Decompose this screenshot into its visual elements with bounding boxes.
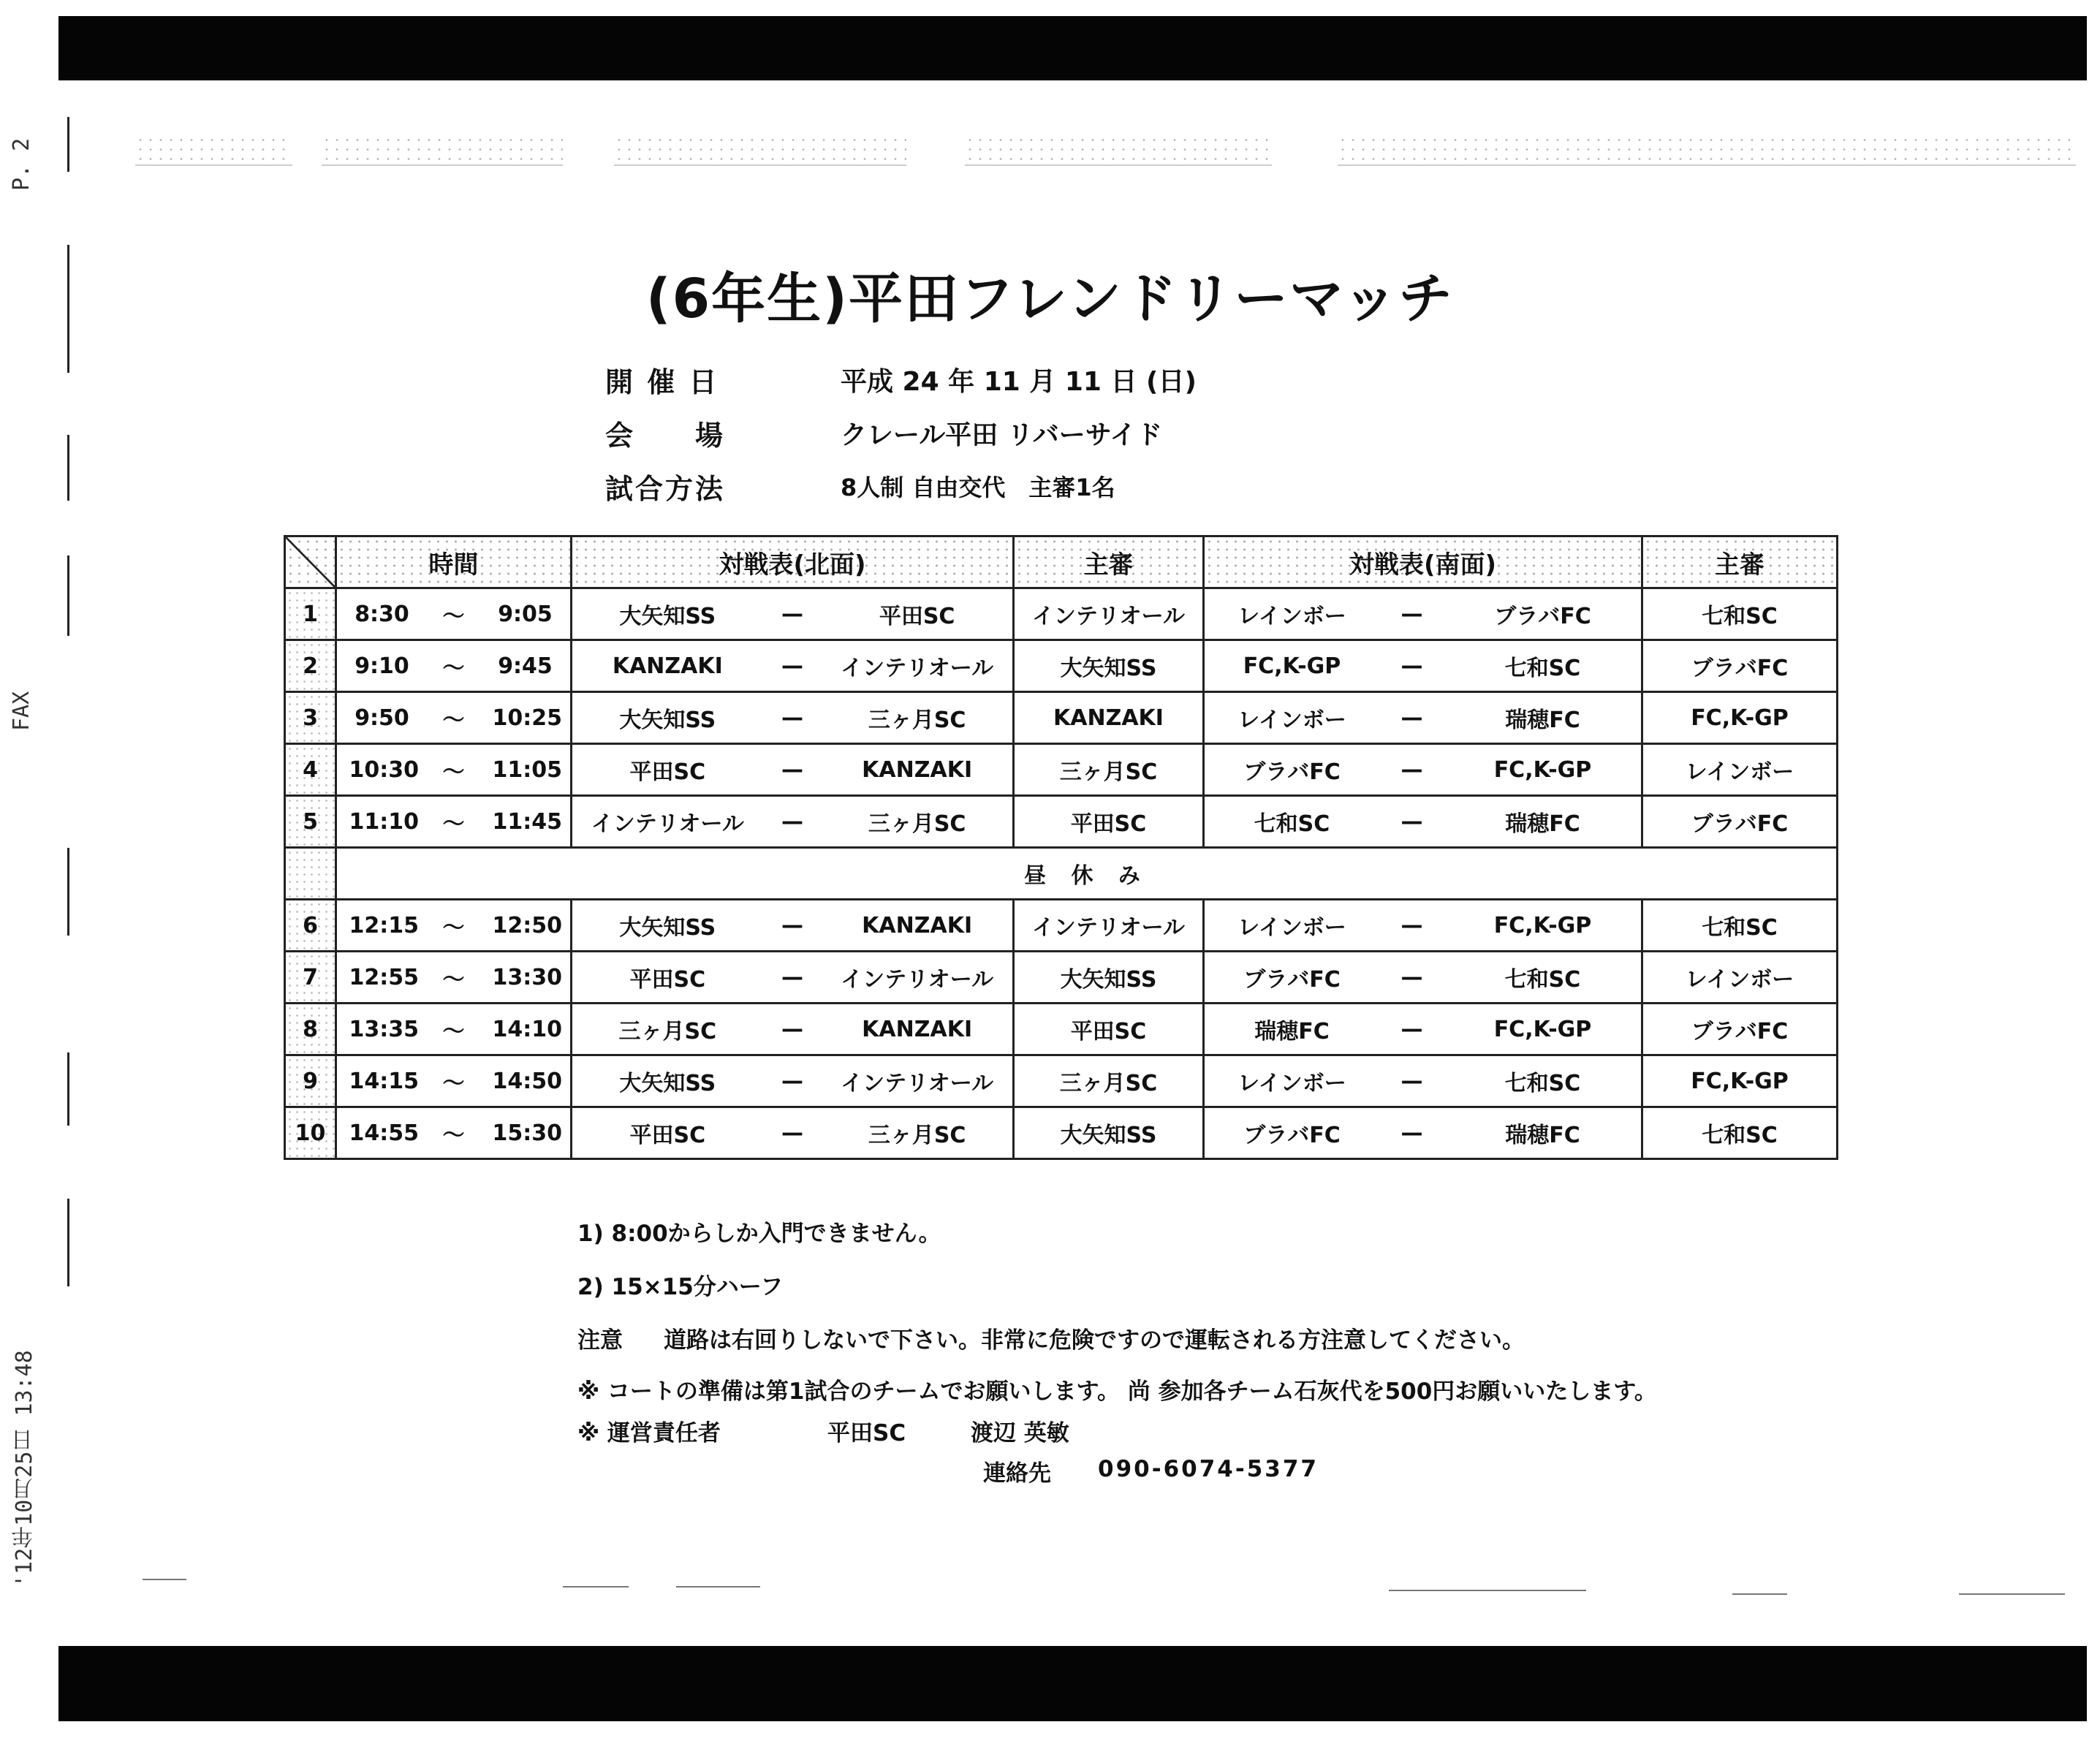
south-referee: 七和SC <box>1642 1107 1838 1159</box>
noise-dash <box>563 1586 629 1588</box>
time-cell <box>336 796 572 848</box>
transmission-noise <box>135 135 292 166</box>
north-away-team: インテリオール <box>841 967 994 993</box>
match-number: 4 <box>285 744 336 796</box>
south-away-team: ブラバFC <box>1494 604 1591 629</box>
fax-label: FAX <box>9 691 34 731</box>
header-south: 対戦表(南面) <box>1204 536 1642 588</box>
time-cell <box>336 692 572 744</box>
table-row <box>285 692 1838 744</box>
north-match-cell <box>572 1004 1014 1055</box>
north-vs-dash: — <box>781 705 803 731</box>
south-away-team: 瑞穂FC <box>1505 708 1580 733</box>
end-time: 9:05 <box>498 601 553 627</box>
time-separator: ～ <box>442 1123 465 1148</box>
match-number: 1 <box>285 588 336 640</box>
table-row <box>285 1004 1838 1055</box>
south-vs-dash: — <box>1400 1016 1423 1042</box>
south-match-cell <box>1204 588 1642 640</box>
south-match-cell <box>1204 692 1642 744</box>
north-referee: 大矢知SS <box>1014 1107 1204 1159</box>
match-number: 3 <box>285 692 336 744</box>
end-time: 11:45 <box>492 808 562 835</box>
margin-line <box>67 435 69 501</box>
north-match-cell <box>572 744 1014 796</box>
north-referee: 三ヶ月SC <box>1014 744 1204 796</box>
table-row <box>285 900 1838 952</box>
time-separator: ～ <box>442 915 465 941</box>
noise-dash <box>1732 1593 1787 1595</box>
margin-line <box>67 1052 69 1126</box>
start-time: 13:35 <box>349 1016 419 1042</box>
north-match-cell <box>572 692 1014 744</box>
north-match-cell <box>572 1055 1014 1107</box>
match-number: 7 <box>285 952 336 1004</box>
start-time: 12:55 <box>349 964 419 990</box>
fax-timestamp: '12年10月25日 13:48 <box>12 1350 37 1588</box>
south-vs-dash: — <box>1400 808 1423 835</box>
header-ref-south: 主審 <box>1642 536 1838 588</box>
north-away-team: 三ヶ月SC <box>868 811 966 837</box>
time-cell <box>336 1055 572 1107</box>
transmission-noise <box>1338 135 1593 166</box>
south-home-team: レインボー <box>1237 915 1346 941</box>
north-away-team: インテリオール <box>841 1071 994 1096</box>
north-referee: 大矢知SS <box>1014 952 1204 1004</box>
transmission-noise <box>614 135 906 166</box>
north-vs-dash: — <box>781 1016 803 1042</box>
south-referee: FC,K-GP <box>1642 692 1838 744</box>
south-referee: レインボー <box>1642 744 1838 796</box>
end-time: 14:50 <box>492 1068 562 1094</box>
south-away-team: FC,K-GP <box>1493 1016 1592 1042</box>
start-time: 12:15 <box>349 912 419 938</box>
end-time: 9:45 <box>498 653 553 679</box>
end-time: 12:50 <box>492 912 562 938</box>
time-separator: ～ <box>442 967 465 993</box>
end-time: 11:05 <box>492 756 562 783</box>
south-vs-dash: — <box>1400 653 1423 679</box>
manager-name: 渡辺 英敏 <box>971 1420 1069 1446</box>
start-time: 10:30 <box>349 756 419 783</box>
north-referee: KANZAKI <box>1014 692 1204 744</box>
match-number: 10 <box>285 1107 336 1159</box>
north-away-team: 三ヶ月SC <box>868 1123 966 1148</box>
south-vs-dash: — <box>1400 756 1423 783</box>
north-referee: 平田SC <box>1014 1004 1204 1055</box>
end-time: 13:30 <box>492 964 562 990</box>
south-match-cell <box>1204 1055 1642 1107</box>
south-vs-dash: — <box>1400 705 1423 731</box>
table-row <box>285 1107 1838 1159</box>
margin-line <box>67 1199 69 1286</box>
north-away-team: インテリオール <box>841 656 994 681</box>
header-ref: 主審 <box>1014 536 1204 588</box>
end-time: 10:25 <box>492 705 562 731</box>
north-home-team: KANZAKI <box>612 653 723 679</box>
south-referee: ブラバFC <box>1642 796 1838 848</box>
south-home-team: ブラバFC <box>1243 759 1341 785</box>
table-header-row <box>285 536 1838 588</box>
lunch-break-row <box>285 848 1838 900</box>
north-away-team: KANZAKI <box>862 912 973 938</box>
time-separator: ～ <box>442 604 465 629</box>
noise-dash <box>143 1579 186 1580</box>
fax-footer-bar <box>58 1646 2087 1721</box>
north-match-cell <box>572 588 1014 640</box>
south-referee: ブラバFC <box>1642 640 1838 692</box>
match-schedule-table <box>284 535 1838 1160</box>
header-north: 対戦表(北面) <box>572 536 1014 588</box>
south-referee: FC,K-GP <box>1642 1055 1838 1107</box>
lunch-number <box>285 848 336 900</box>
match-number: 2 <box>285 640 336 692</box>
north-home-team: 三ヶ月SC <box>618 1019 717 1044</box>
start-time: 14:15 <box>349 1068 419 1094</box>
north-home-team: 平田SC <box>629 1123 706 1148</box>
manager-label: ※ 運営責任者 <box>577 1420 721 1446</box>
north-referee: 平田SC <box>1014 796 1204 848</box>
start-time: 14:55 <box>349 1120 419 1146</box>
south-referee: 七和SC <box>1642 588 1838 640</box>
south-home-team: レインボー <box>1237 604 1346 629</box>
south-home-team: レインボー <box>1237 1071 1346 1096</box>
north-vs-dash: — <box>781 756 803 783</box>
north-vs-dash: — <box>781 601 803 627</box>
south-vs-dash: — <box>1400 912 1423 938</box>
date-label: 開 催 日 <box>605 366 719 398</box>
south-match-cell <box>1204 900 1642 952</box>
margin-line <box>67 848 69 936</box>
transmission-noise <box>1593 135 2076 166</box>
north-home-team: 平田SC <box>629 967 706 993</box>
method-label: 試合方法 <box>605 473 726 505</box>
north-away-team: 平田SC <box>879 604 955 629</box>
court-note: ※ コートの準備は第1試合のチームでお願いします。 尚 参加各チーム石灰代を500円お願いいたします。 <box>577 1378 1657 1405</box>
north-match-cell <box>572 640 1014 692</box>
north-away-team: KANZAKI <box>862 756 973 783</box>
venue-label: 会 場 <box>605 420 726 452</box>
table-row <box>285 588 1838 640</box>
south-away-team: 瑞穂FC <box>1505 811 1580 837</box>
north-away-team: KANZAKI <box>862 1016 973 1042</box>
match-number: 6 <box>285 900 336 952</box>
south-away-team: 七和SC <box>1504 656 1581 681</box>
north-vs-dash: — <box>781 964 803 990</box>
fax-header-bar <box>58 16 2087 80</box>
south-home-team: FC,K-GP <box>1243 653 1341 679</box>
time-cell <box>336 900 572 952</box>
time-cell <box>336 1107 572 1159</box>
time-separator: ～ <box>442 1071 465 1096</box>
note-1: 1) 8:00からしか入門できません。 <box>577 1221 941 1247</box>
time-separator: ～ <box>442 811 465 837</box>
noise-dash <box>676 1586 760 1588</box>
table-row <box>285 796 1838 848</box>
note-2: 2) 15×15分ハーフ <box>577 1274 784 1300</box>
north-home-team: 大矢知SS <box>619 708 716 733</box>
manager-team: 平田SC <box>827 1420 906 1446</box>
end-time: 15:30 <box>492 1120 562 1146</box>
north-vs-dash: — <box>781 653 803 679</box>
diagonal-line-icon <box>286 537 335 587</box>
south-vs-dash: — <box>1400 964 1423 990</box>
north-vs-dash: — <box>781 808 803 835</box>
time-separator: ～ <box>442 708 465 733</box>
match-number: 8 <box>285 1004 336 1055</box>
north-referee: インテリオール <box>1014 900 1204 952</box>
north-match-cell <box>572 1107 1014 1159</box>
south-home-team: レインボー <box>1237 708 1346 733</box>
south-referee: レインボー <box>1642 952 1838 1004</box>
method-value: 8人制 自由交代 主審1名 <box>841 474 1115 501</box>
time-cell <box>336 952 572 1004</box>
south-match-cell <box>1204 796 1642 848</box>
time-cell <box>336 1004 572 1055</box>
north-away-team: 三ヶ月SC <box>868 708 966 733</box>
time-cell <box>336 744 572 796</box>
start-time: 9:50 <box>355 705 409 731</box>
start-time: 11:10 <box>349 808 419 835</box>
south-away-team: 瑞穂FC <box>1505 1123 1580 1148</box>
south-match-cell <box>1204 952 1642 1004</box>
end-time: 14:10 <box>492 1016 562 1042</box>
north-home-team: インテリオール <box>591 811 744 837</box>
north-home-team: 平田SC <box>629 759 706 785</box>
page-number: P. 2 <box>9 137 34 191</box>
north-vs-dash: — <box>781 912 803 938</box>
north-match-cell <box>572 796 1014 848</box>
south-match-cell <box>1204 640 1642 692</box>
south-home-team: 七和SC <box>1254 811 1330 837</box>
time-separator: ～ <box>442 656 465 681</box>
north-vs-dash: — <box>781 1120 803 1146</box>
table-row <box>285 952 1838 1004</box>
start-time: 9:10 <box>355 653 409 679</box>
north-referee: 三ヶ月SC <box>1014 1055 1204 1107</box>
north-home-team: 大矢知SS <box>619 604 716 629</box>
caution-text: 道路は右回りしないで下さい。非常に危険ですので運転される方注意してください。 <box>664 1327 1525 1354</box>
south-vs-dash: — <box>1400 601 1423 627</box>
south-away-team: 七和SC <box>1504 967 1581 993</box>
table-row <box>285 744 1838 796</box>
start-time: 8:30 <box>355 601 409 627</box>
table-row <box>285 1055 1838 1107</box>
contact-label: 連絡先 <box>983 1460 1051 1487</box>
south-away-team: FC,K-GP <box>1493 912 1592 938</box>
south-home-team: 瑞穂FC <box>1254 1019 1330 1044</box>
page-title: (6年生)平田フレンドリーマッチ <box>645 268 1455 330</box>
south-referee: ブラバFC <box>1642 1004 1838 1055</box>
time-cell <box>336 588 572 640</box>
south-referee: 七和SC <box>1642 900 1838 952</box>
match-number: 5 <box>285 796 336 848</box>
north-vs-dash: — <box>781 1068 803 1094</box>
time-separator: ～ <box>442 1019 465 1044</box>
north-home-team: 大矢知SS <box>619 915 716 941</box>
north-referee: 大矢知SS <box>1014 640 1204 692</box>
north-match-cell <box>572 900 1014 952</box>
table-row <box>285 640 1838 692</box>
north-match-cell <box>572 952 1014 1004</box>
north-home-team: 大矢知SS <box>619 1071 716 1096</box>
noise-dash <box>1389 1590 1586 1591</box>
south-match-cell <box>1204 1004 1642 1055</box>
south-vs-dash: — <box>1400 1120 1423 1146</box>
contact-number: 090-6074-5377 <box>1098 1456 1319 1482</box>
caution-label: 注意 <box>577 1327 623 1354</box>
match-number: 9 <box>285 1055 336 1107</box>
time-cell <box>336 640 572 692</box>
header-time: 時間 <box>336 536 572 588</box>
south-match-cell <box>1204 744 1642 796</box>
south-home-team: ブラバFC <box>1243 1123 1341 1148</box>
date-value: 平成 24 年 11 月 11 日 (日) <box>841 367 1197 397</box>
south-away-team: FC,K-GP <box>1493 756 1592 783</box>
transmission-noise <box>322 135 563 166</box>
transmission-noise <box>965 135 1272 166</box>
margin-line <box>67 117 69 172</box>
margin-line <box>67 555 69 636</box>
south-vs-dash: — <box>1400 1068 1423 1094</box>
noise-dash <box>1959 1593 2065 1595</box>
south-away-team: 七和SC <box>1504 1071 1581 1096</box>
venue-value: クレール平田 リバーサイド <box>841 420 1163 450</box>
lunch-break-label: 昼 休 み <box>336 848 1838 900</box>
south-home-team: ブラバFC <box>1243 967 1341 993</box>
north-referee: インテリオール <box>1014 588 1204 640</box>
corner-cell <box>285 536 336 588</box>
south-match-cell <box>1204 1107 1642 1159</box>
time-separator: ～ <box>442 759 465 785</box>
